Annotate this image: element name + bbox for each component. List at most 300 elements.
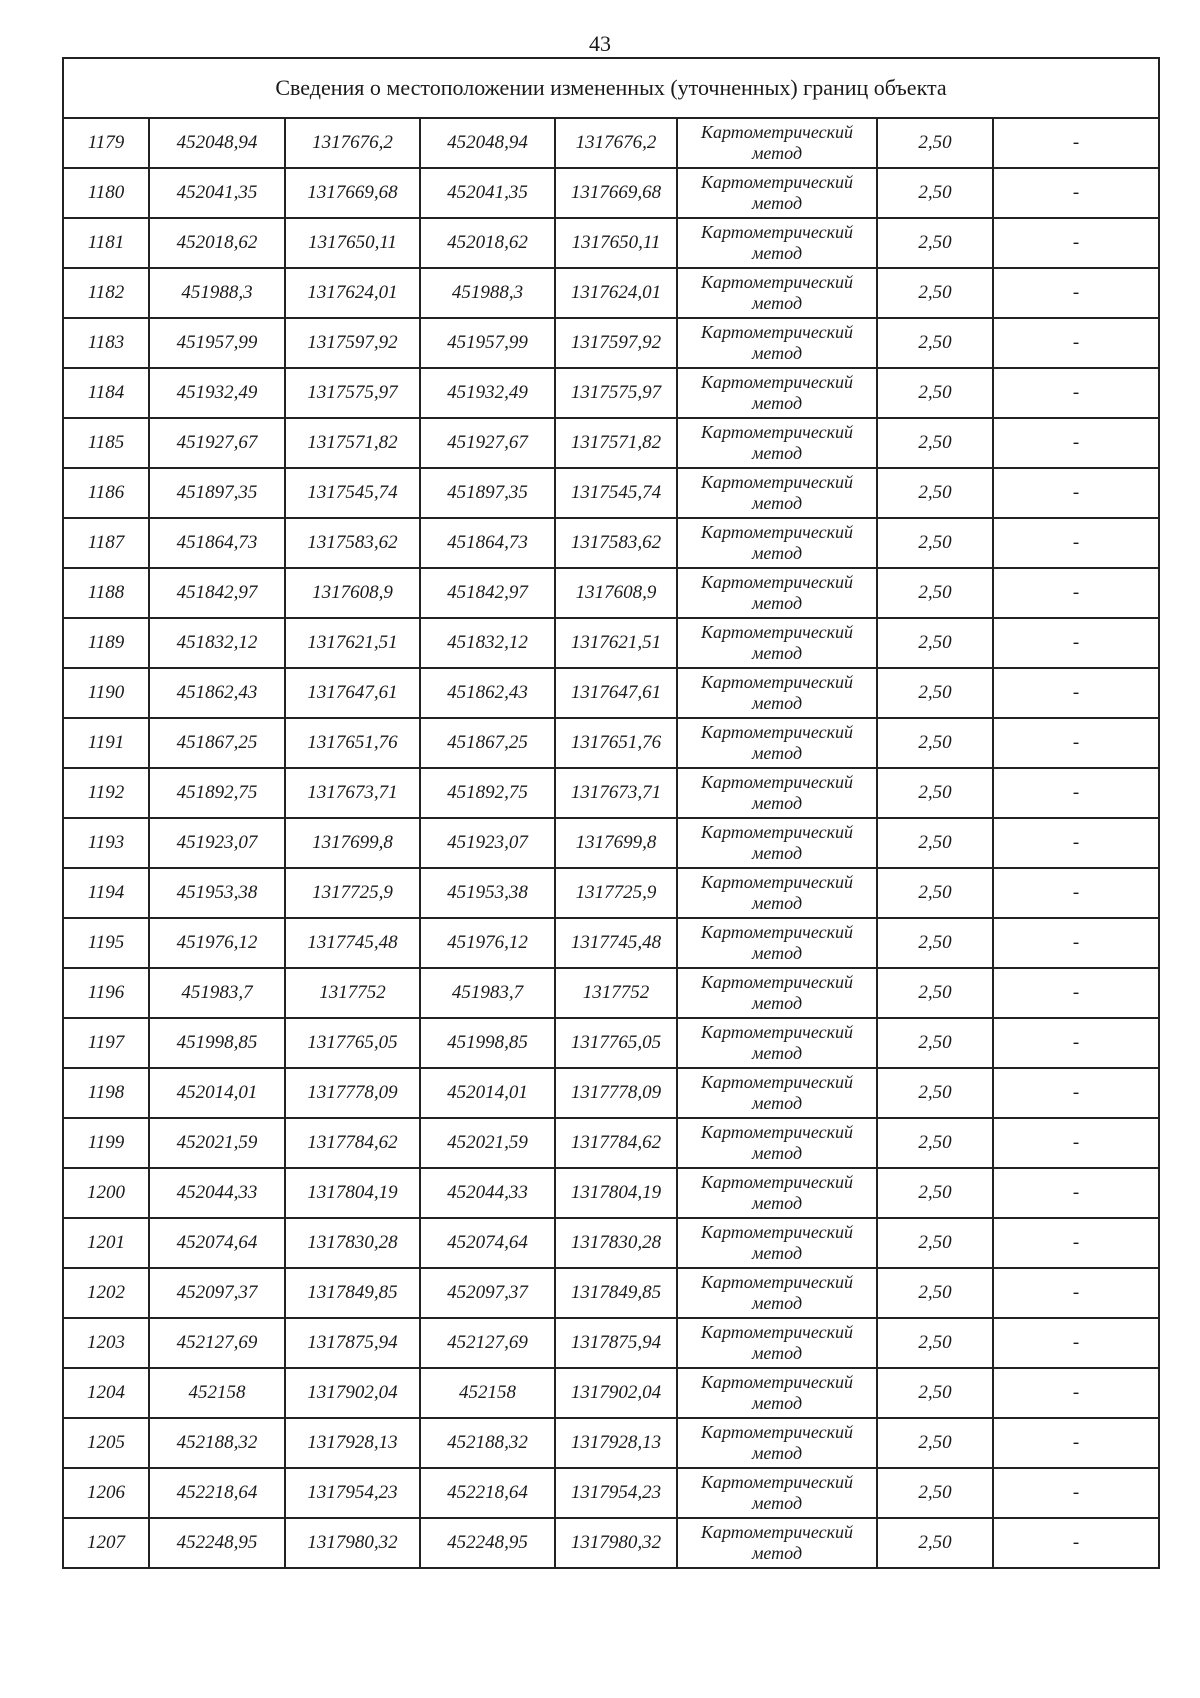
x-old-cell: 452021,59 xyxy=(149,1118,285,1168)
point-number-cell: 1188 xyxy=(63,568,149,618)
method-cell xyxy=(677,268,877,318)
accuracy-cell: 2,50 xyxy=(877,1468,993,1518)
point-number-cell: 1204 xyxy=(63,1368,149,1418)
x-old-cell: 451842,97 xyxy=(149,568,285,618)
x-old-cell: 452248,95 xyxy=(149,1518,285,1568)
x-old-cell: 451932,49 xyxy=(149,368,285,418)
note-cell: - xyxy=(993,118,1159,168)
point-number-cell: 1186 xyxy=(63,468,149,518)
note-cell: - xyxy=(993,868,1159,918)
y-new-cell: 1317875,94 xyxy=(555,1318,677,1368)
method-line-1: Картометрический xyxy=(700,972,853,992)
method-line-2: метод xyxy=(751,493,803,513)
method-line-2: метод xyxy=(751,843,803,863)
x-new-cell: 451832,12 xyxy=(420,618,555,668)
accuracy-cell: 2,50 xyxy=(877,568,993,618)
table-row xyxy=(63,268,1159,318)
method-cell xyxy=(677,918,877,968)
x-new-cell: 451897,35 xyxy=(420,468,555,518)
method-cell xyxy=(677,668,877,718)
accuracy-cell: 2,50 xyxy=(877,1118,993,1168)
y-new-cell: 1317699,8 xyxy=(555,818,677,868)
method-cell xyxy=(677,118,877,168)
x-new-cell: 452074,64 xyxy=(420,1218,555,1268)
y-old-cell: 1317875,94 xyxy=(285,1318,420,1368)
x-new-cell: 451932,49 xyxy=(420,368,555,418)
y-old-cell: 1317849,85 xyxy=(285,1268,420,1318)
y-new-cell: 1317545,74 xyxy=(555,468,677,518)
point-number-cell: 1200 xyxy=(63,1168,149,1218)
table-row xyxy=(63,1268,1159,1318)
method-line-2: метод xyxy=(751,143,803,163)
x-new-cell: 452014,01 xyxy=(420,1068,555,1118)
y-old-cell: 1317778,09 xyxy=(285,1068,420,1118)
point-number-cell: 1185 xyxy=(63,418,149,468)
point-number-cell: 1183 xyxy=(63,318,149,368)
method-line-2: метод xyxy=(751,1293,803,1313)
y-old-cell: 1317673,71 xyxy=(285,768,420,818)
point-number-cell: 1189 xyxy=(63,618,149,668)
note-cell: - xyxy=(993,1268,1159,1318)
x-old-cell: 452048,94 xyxy=(149,118,285,168)
y-new-cell: 1317651,76 xyxy=(555,718,677,768)
note-cell: - xyxy=(993,1318,1159,1368)
y-old-cell: 1317784,62 xyxy=(285,1118,420,1168)
y-old-cell: 1317571,82 xyxy=(285,418,420,468)
x-new-cell: 452021,59 xyxy=(420,1118,555,1168)
method-line-1: Картометрический xyxy=(700,1472,853,1492)
y-new-cell: 1317673,71 xyxy=(555,768,677,818)
method-line-2: метод xyxy=(751,1043,803,1063)
y-new-cell: 1317752 xyxy=(555,968,677,1018)
y-old-cell: 1317676,2 xyxy=(285,118,420,168)
method-line-2: метод xyxy=(751,643,803,663)
note-cell: - xyxy=(993,1368,1159,1418)
method-cell xyxy=(677,1168,877,1218)
accuracy-cell: 2,50 xyxy=(877,918,993,968)
note-cell: - xyxy=(993,1068,1159,1118)
method-line-1: Картометрический xyxy=(700,822,853,842)
table-title: Сведения о местоположении измененных (уточненных) границ объекта xyxy=(63,58,1159,118)
y-new-cell: 1317575,97 xyxy=(555,368,677,418)
accuracy-cell: 2,50 xyxy=(877,1318,993,1368)
accuracy-cell: 2,50 xyxy=(877,1018,993,1068)
point-number-cell: 1190 xyxy=(63,668,149,718)
method-line-2: метод xyxy=(751,343,803,363)
y-old-cell: 1317651,76 xyxy=(285,718,420,768)
point-number-cell: 1201 xyxy=(63,1218,149,1268)
y-old-cell: 1317669,68 xyxy=(285,168,420,218)
method-cell xyxy=(677,168,877,218)
y-old-cell: 1317597,92 xyxy=(285,318,420,368)
method-line-1: Картометрический xyxy=(700,872,853,892)
table-row xyxy=(63,468,1159,518)
method-cell xyxy=(677,768,877,818)
method-line-1: Картометрический xyxy=(700,722,853,742)
point-number-cell: 1182 xyxy=(63,268,149,318)
x-new-cell: 451998,85 xyxy=(420,1018,555,1068)
y-new-cell: 1317608,9 xyxy=(555,568,677,618)
table-row xyxy=(63,1368,1159,1418)
accuracy-cell: 2,50 xyxy=(877,218,993,268)
x-old-cell: 451988,3 xyxy=(149,268,285,318)
x-old-cell: 452097,37 xyxy=(149,1268,285,1318)
x-old-cell: 451832,12 xyxy=(149,618,285,668)
y-new-cell: 1317669,68 xyxy=(555,168,677,218)
x-new-cell: 451923,07 xyxy=(420,818,555,868)
method-cell xyxy=(677,468,877,518)
x-old-cell: 452041,35 xyxy=(149,168,285,218)
x-new-cell: 451862,43 xyxy=(420,668,555,718)
y-old-cell: 1317608,9 xyxy=(285,568,420,618)
y-old-cell: 1317650,11 xyxy=(285,218,420,268)
method-line-1: Картометрический xyxy=(700,372,853,392)
y-old-cell: 1317902,04 xyxy=(285,1368,420,1418)
table-row xyxy=(63,118,1159,168)
table-row xyxy=(63,718,1159,768)
method-line-1: Картометрический xyxy=(700,1022,853,1042)
method-line-2: метод xyxy=(751,1393,803,1413)
y-new-cell: 1317650,11 xyxy=(555,218,677,268)
table-row xyxy=(63,518,1159,568)
note-cell: - xyxy=(993,468,1159,518)
y-old-cell: 1317583,62 xyxy=(285,518,420,568)
note-cell: - xyxy=(993,168,1159,218)
accuracy-cell: 2,50 xyxy=(877,668,993,718)
method-line-1: Картометрический xyxy=(700,1322,853,1342)
accuracy-cell: 2,50 xyxy=(877,1518,993,1568)
accuracy-cell: 2,50 xyxy=(877,268,993,318)
y-old-cell: 1317765,05 xyxy=(285,1018,420,1068)
method-line-1: Картометрический xyxy=(700,472,853,492)
x-old-cell: 452158 xyxy=(149,1368,285,1418)
y-new-cell: 1317784,62 xyxy=(555,1118,677,1168)
y-old-cell: 1317980,32 xyxy=(285,1518,420,1568)
boundary-coordinates-table xyxy=(62,57,1160,1569)
y-new-cell: 1317778,09 xyxy=(555,1068,677,1118)
table-row xyxy=(63,818,1159,868)
method-line-2: метод xyxy=(751,793,803,813)
x-new-cell: 451953,38 xyxy=(420,868,555,918)
point-number-cell: 1206 xyxy=(63,1468,149,1518)
accuracy-cell: 2,50 xyxy=(877,1418,993,1468)
y-old-cell: 1317928,13 xyxy=(285,1418,420,1468)
table-title-row xyxy=(63,58,1159,118)
method-cell xyxy=(677,1518,877,1568)
method-cell xyxy=(677,1418,877,1468)
point-number-cell: 1181 xyxy=(63,218,149,268)
note-cell: - xyxy=(993,218,1159,268)
method-line-2: метод xyxy=(751,743,803,763)
point-number-cell: 1197 xyxy=(63,1018,149,1068)
method-line-1: Картометрический xyxy=(700,1522,853,1542)
point-number-cell: 1187 xyxy=(63,518,149,568)
accuracy-cell: 2,50 xyxy=(877,968,993,1018)
x-new-cell: 451927,67 xyxy=(420,418,555,468)
y-old-cell: 1317545,74 xyxy=(285,468,420,518)
table-row xyxy=(63,918,1159,968)
x-new-cell: 452158 xyxy=(420,1368,555,1418)
note-cell: - xyxy=(993,1468,1159,1518)
accuracy-cell: 2,50 xyxy=(877,1218,993,1268)
method-cell xyxy=(677,418,877,468)
x-new-cell: 451867,25 xyxy=(420,718,555,768)
method-line-2: метод xyxy=(751,1193,803,1213)
note-cell: - xyxy=(993,1518,1159,1568)
method-line-2: метод xyxy=(751,193,803,213)
method-line-2: метод xyxy=(751,693,803,713)
x-old-cell: 452188,32 xyxy=(149,1418,285,1468)
note-cell: - xyxy=(993,1018,1159,1068)
method-line-1: Картометрический xyxy=(700,272,853,292)
point-number-cell: 1198 xyxy=(63,1068,149,1118)
point-number-cell: 1192 xyxy=(63,768,149,818)
method-line-1: Картометрический xyxy=(700,1222,853,1242)
point-number-cell: 1205 xyxy=(63,1418,149,1468)
note-cell: - xyxy=(993,1418,1159,1468)
table-row xyxy=(63,1018,1159,1068)
accuracy-cell: 2,50 xyxy=(877,418,993,468)
x-old-cell: 451897,35 xyxy=(149,468,285,518)
x-new-cell: 451957,99 xyxy=(420,318,555,368)
note-cell: - xyxy=(993,268,1159,318)
method-cell xyxy=(677,968,877,1018)
method-cell xyxy=(677,568,877,618)
method-line-2: метод xyxy=(751,243,803,263)
accuracy-cell: 2,50 xyxy=(877,718,993,768)
y-new-cell: 1317804,19 xyxy=(555,1168,677,1218)
method-cell xyxy=(677,1268,877,1318)
accuracy-cell: 2,50 xyxy=(877,1168,993,1218)
y-old-cell: 1317647,61 xyxy=(285,668,420,718)
x-old-cell: 452014,01 xyxy=(149,1068,285,1118)
x-old-cell: 451864,73 xyxy=(149,518,285,568)
y-old-cell: 1317725,9 xyxy=(285,868,420,918)
accuracy-cell: 2,50 xyxy=(877,818,993,868)
table-row xyxy=(63,218,1159,268)
point-number-cell: 1180 xyxy=(63,168,149,218)
x-new-cell: 451842,97 xyxy=(420,568,555,618)
y-new-cell: 1317830,28 xyxy=(555,1218,677,1268)
x-old-cell: 451976,12 xyxy=(149,918,285,968)
method-line-2: метод xyxy=(751,293,803,313)
method-line-1: Картометрический xyxy=(700,622,853,642)
method-line-1: Картометрический xyxy=(700,922,853,942)
table-row xyxy=(63,568,1159,618)
point-number-cell: 1207 xyxy=(63,1518,149,1568)
point-number-cell: 1194 xyxy=(63,868,149,918)
table-row xyxy=(63,1318,1159,1368)
method-line-2: метод xyxy=(751,1093,803,1113)
note-cell: - xyxy=(993,718,1159,768)
method-line-2: метод xyxy=(751,1343,803,1363)
page-number: 43 xyxy=(589,31,611,56)
method-line-1: Картометрический xyxy=(700,1072,853,1092)
table-row xyxy=(63,1068,1159,1118)
y-new-cell: 1317902,04 xyxy=(555,1368,677,1418)
x-old-cell: 451892,75 xyxy=(149,768,285,818)
y-new-cell: 1317597,92 xyxy=(555,318,677,368)
method-line-1: Картометрический xyxy=(700,322,853,342)
x-new-cell: 452041,35 xyxy=(420,168,555,218)
method-cell xyxy=(677,1068,877,1118)
x-new-cell: 451976,12 xyxy=(420,918,555,968)
method-cell xyxy=(677,1468,877,1518)
x-old-cell: 452218,64 xyxy=(149,1468,285,1518)
y-old-cell: 1317954,23 xyxy=(285,1468,420,1518)
x-new-cell: 451988,3 xyxy=(420,268,555,318)
y-new-cell: 1317745,48 xyxy=(555,918,677,968)
x-new-cell: 451983,7 xyxy=(420,968,555,1018)
x-old-cell: 452074,64 xyxy=(149,1218,285,1268)
method-cell xyxy=(677,718,877,768)
table-row xyxy=(63,1468,1159,1518)
table-row xyxy=(63,1118,1159,1168)
accuracy-cell: 2,50 xyxy=(877,318,993,368)
table-row xyxy=(63,418,1159,468)
table-row xyxy=(63,318,1159,368)
y-old-cell: 1317699,8 xyxy=(285,818,420,868)
table-row xyxy=(63,1168,1159,1218)
point-number-cell: 1191 xyxy=(63,718,149,768)
method-line-2: метод xyxy=(751,1443,803,1463)
y-old-cell: 1317621,51 xyxy=(285,618,420,668)
table-row xyxy=(63,768,1159,818)
note-cell: - xyxy=(993,618,1159,668)
y-new-cell: 1317954,23 xyxy=(555,1468,677,1518)
accuracy-cell: 2,50 xyxy=(877,1368,993,1418)
method-line-2: метод xyxy=(751,1493,803,1513)
accuracy-cell: 2,50 xyxy=(877,868,993,918)
method-line-1: Картометрический xyxy=(700,522,853,542)
table-row xyxy=(63,868,1159,918)
y-new-cell: 1317928,13 xyxy=(555,1418,677,1468)
table-row xyxy=(63,668,1159,718)
x-new-cell: 452018,62 xyxy=(420,218,555,268)
method-cell xyxy=(677,318,877,368)
y-new-cell: 1317624,01 xyxy=(555,268,677,318)
point-number-cell: 1196 xyxy=(63,968,149,1018)
point-number-cell: 1184 xyxy=(63,368,149,418)
method-line-1: Картометрический xyxy=(700,672,853,692)
x-new-cell: 452218,64 xyxy=(420,1468,555,1518)
y-new-cell: 1317765,05 xyxy=(555,1018,677,1068)
x-old-cell: 451927,67 xyxy=(149,418,285,468)
x-old-cell: 451998,85 xyxy=(149,1018,285,1068)
table-row xyxy=(63,168,1159,218)
point-number-cell: 1193 xyxy=(63,818,149,868)
x-new-cell: 451864,73 xyxy=(420,518,555,568)
note-cell: - xyxy=(993,1118,1159,1168)
method-line-2: метод xyxy=(751,1243,803,1263)
note-cell: - xyxy=(993,768,1159,818)
x-new-cell: 452188,32 xyxy=(420,1418,555,1468)
method-cell xyxy=(677,1218,877,1268)
y-new-cell: 1317676,2 xyxy=(555,118,677,168)
method-cell xyxy=(677,1018,877,1068)
method-cell xyxy=(677,818,877,868)
note-cell: - xyxy=(993,568,1159,618)
x-new-cell: 452248,95 xyxy=(420,1518,555,1568)
method-line-1: Картометрический xyxy=(700,1372,853,1392)
point-number-cell: 1179 xyxy=(63,118,149,168)
accuracy-cell: 2,50 xyxy=(877,1268,993,1318)
accuracy-cell: 2,50 xyxy=(877,118,993,168)
y-old-cell: 1317624,01 xyxy=(285,268,420,318)
accuracy-cell: 2,50 xyxy=(877,368,993,418)
y-new-cell: 1317725,9 xyxy=(555,868,677,918)
method-line-2: метод xyxy=(751,943,803,963)
method-line-1: Картометрический xyxy=(700,122,853,142)
table-row xyxy=(63,618,1159,668)
point-number-cell: 1203 xyxy=(63,1318,149,1368)
accuracy-cell: 2,50 xyxy=(877,168,993,218)
method-cell xyxy=(677,218,877,268)
y-new-cell: 1317571,82 xyxy=(555,418,677,468)
method-line-1: Картометрический xyxy=(700,1422,853,1442)
x-new-cell: 451892,75 xyxy=(420,768,555,818)
x-new-cell: 452048,94 xyxy=(420,118,555,168)
note-cell: - xyxy=(993,968,1159,1018)
method-line-1: Картометрический xyxy=(700,222,853,242)
y-new-cell: 1317583,62 xyxy=(555,518,677,568)
y-new-cell: 1317621,51 xyxy=(555,618,677,668)
method-line-1: Картометрический xyxy=(700,1122,853,1142)
method-line-2: метод xyxy=(751,993,803,1013)
point-number-cell: 1199 xyxy=(63,1118,149,1168)
method-cell xyxy=(677,618,877,668)
note-cell: - xyxy=(993,668,1159,718)
method-cell xyxy=(677,868,877,918)
method-line-2: метод xyxy=(751,393,803,413)
x-old-cell: 452018,62 xyxy=(149,218,285,268)
note-cell: - xyxy=(993,418,1159,468)
note-cell: - xyxy=(993,818,1159,868)
y-new-cell: 1317980,32 xyxy=(555,1518,677,1568)
x-old-cell: 451983,7 xyxy=(149,968,285,1018)
table-row xyxy=(63,368,1159,418)
accuracy-cell: 2,50 xyxy=(877,518,993,568)
method-cell xyxy=(677,368,877,418)
method-line-2: метод xyxy=(751,1543,803,1563)
y-old-cell: 1317830,28 xyxy=(285,1218,420,1268)
method-line-2: метод xyxy=(751,543,803,563)
y-old-cell: 1317575,97 xyxy=(285,368,420,418)
note-cell: - xyxy=(993,368,1159,418)
method-cell xyxy=(677,518,877,568)
table-row xyxy=(63,1418,1159,1468)
method-line-1: Картометрический xyxy=(700,572,853,592)
method-cell xyxy=(677,1118,877,1168)
y-old-cell: 1317745,48 xyxy=(285,918,420,968)
table-row xyxy=(63,1518,1159,1568)
note-cell: - xyxy=(993,518,1159,568)
point-number-cell: 1202 xyxy=(63,1268,149,1318)
method-line-1: Картометрический xyxy=(700,422,853,442)
method-cell xyxy=(677,1368,877,1418)
method-line-1: Картометрический xyxy=(700,172,853,192)
note-cell: - xyxy=(993,918,1159,968)
x-old-cell: 452044,33 xyxy=(149,1168,285,1218)
note-cell: - xyxy=(993,1218,1159,1268)
method-line-1: Картометрический xyxy=(700,1172,853,1192)
x-old-cell: 451923,07 xyxy=(149,818,285,868)
x-old-cell: 451953,38 xyxy=(149,868,285,918)
accuracy-cell: 2,50 xyxy=(877,618,993,668)
x-old-cell: 452127,69 xyxy=(149,1318,285,1368)
x-new-cell: 452044,33 xyxy=(420,1168,555,1218)
x-new-cell: 452097,37 xyxy=(420,1268,555,1318)
